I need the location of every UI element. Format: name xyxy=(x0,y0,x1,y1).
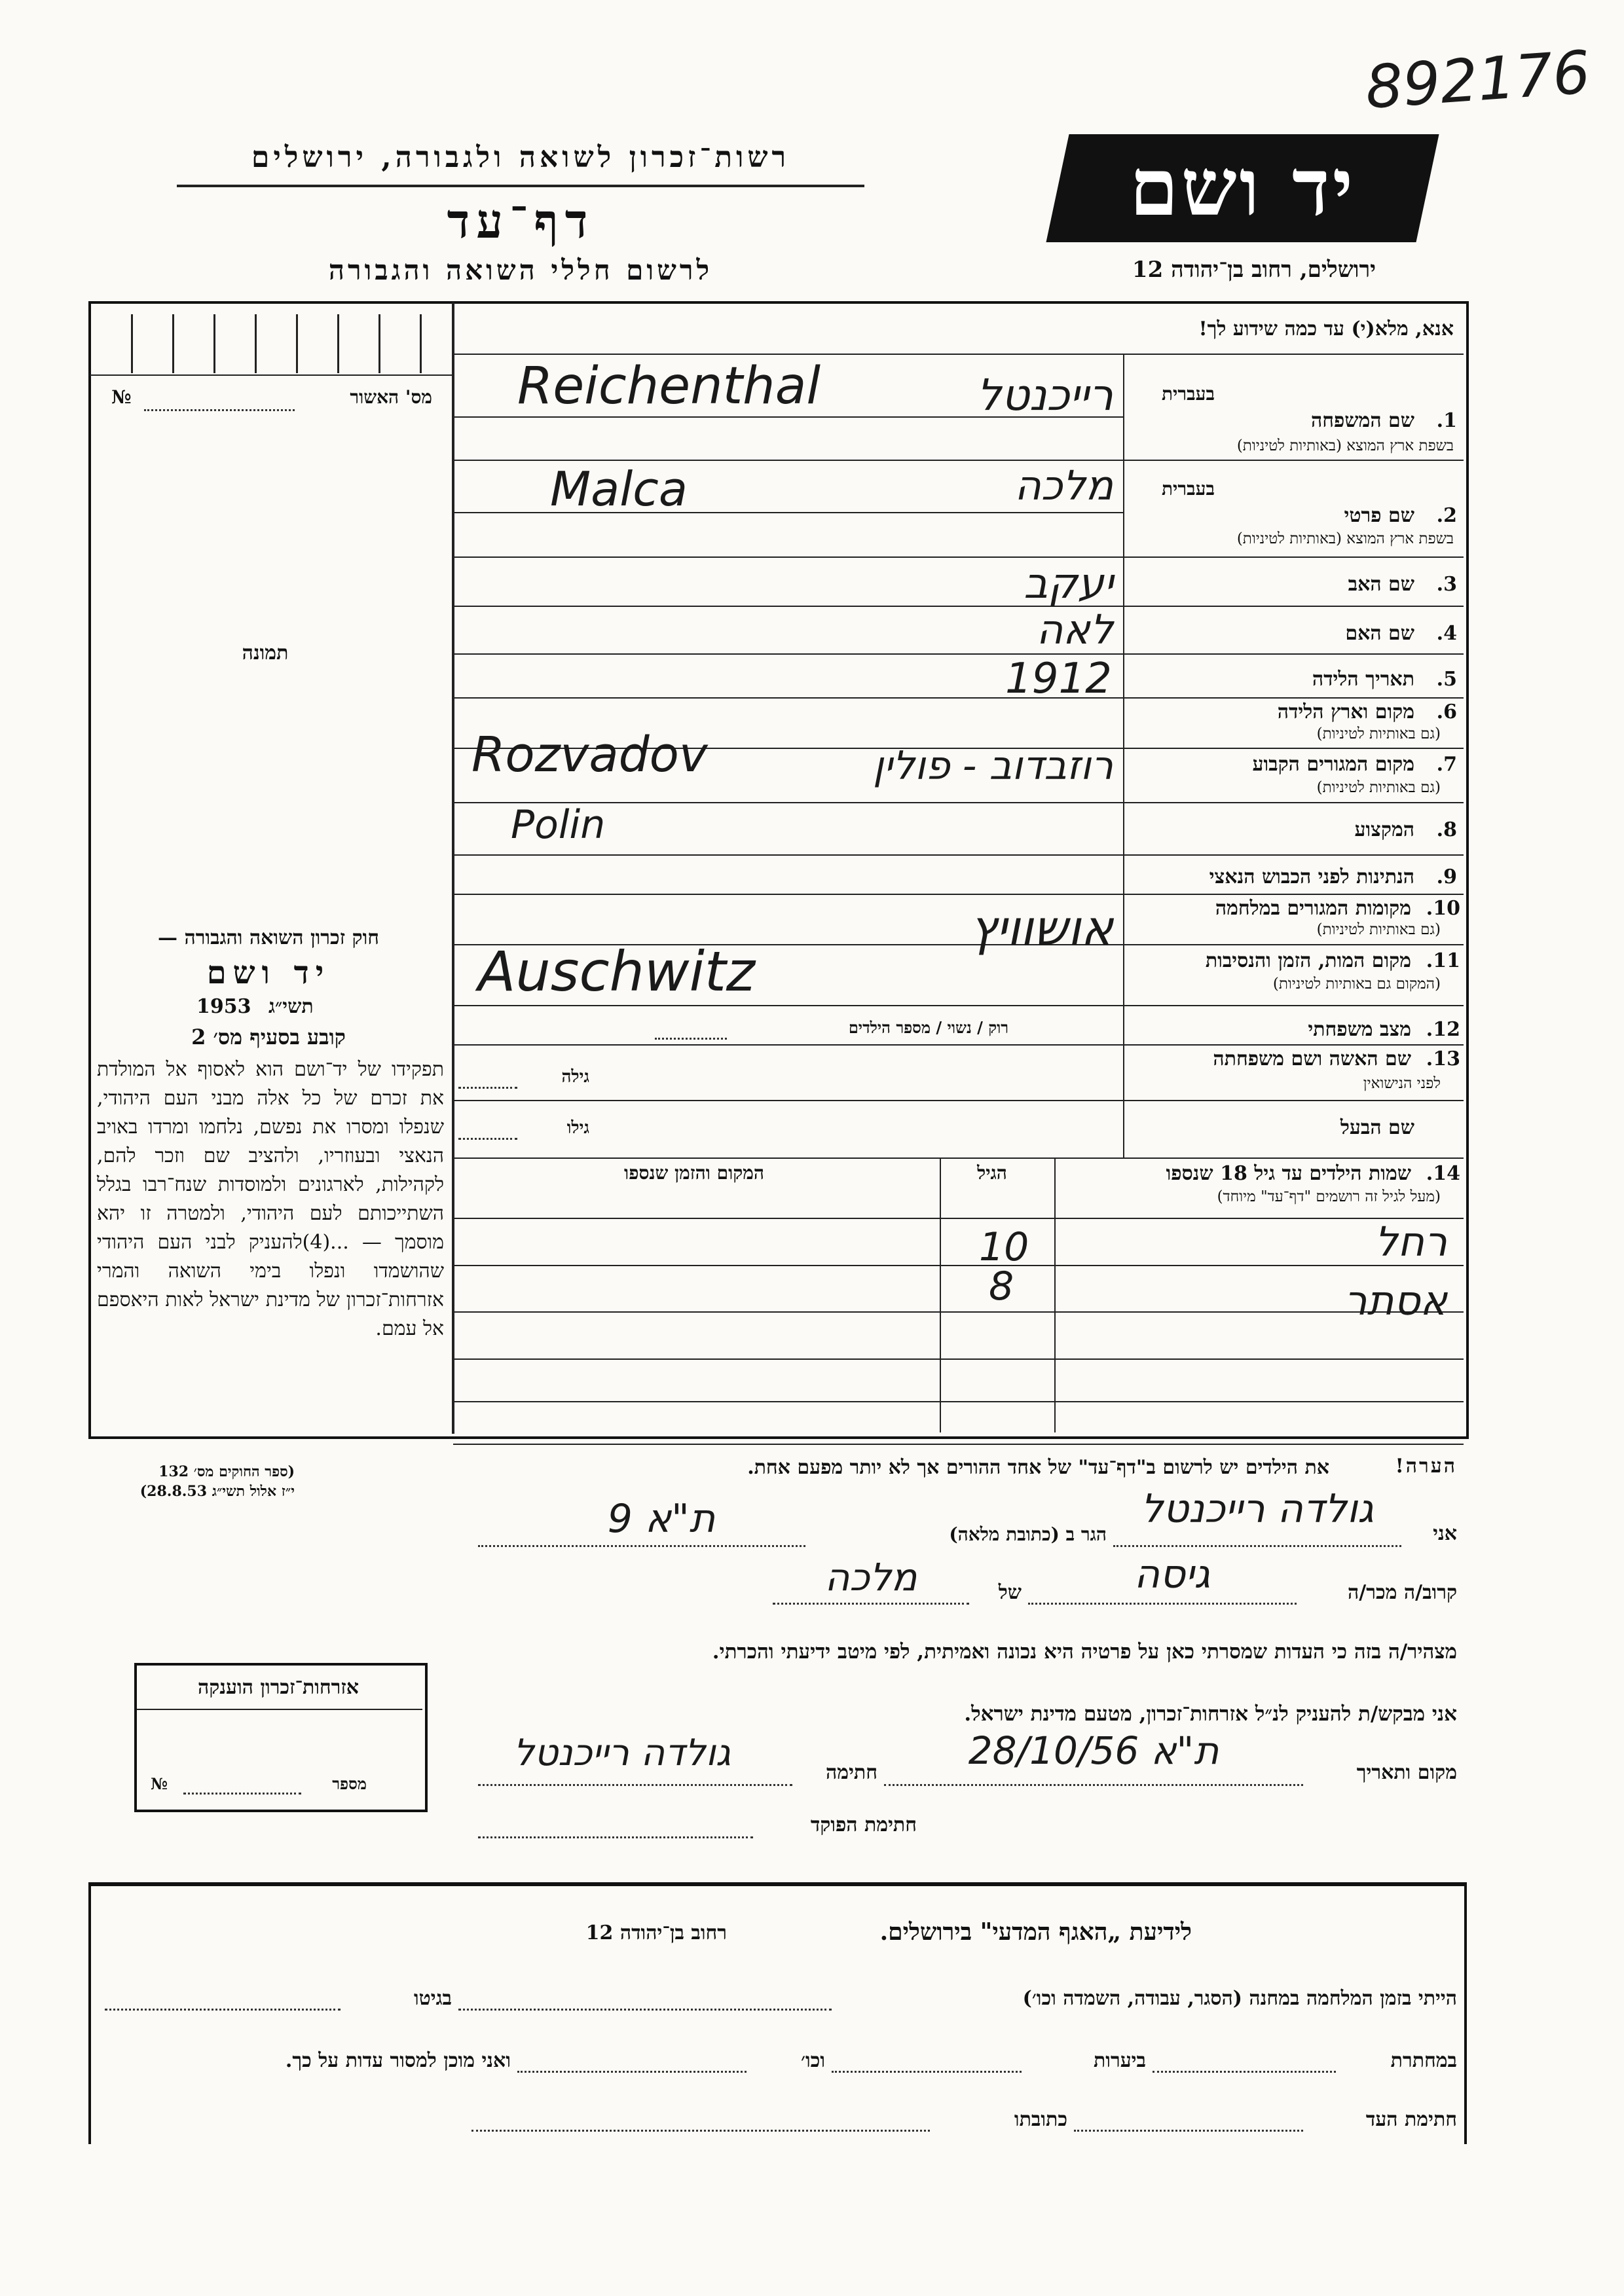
mother-name-value: לאה xyxy=(1036,606,1113,653)
footer-address-fill-line xyxy=(471,2130,930,2132)
field-13-number: 13. xyxy=(1426,1048,1460,1070)
marital-options: רוק / נשוי / מספר הילדים xyxy=(848,1018,1008,1037)
footer-ghetto-fill-line xyxy=(105,2009,341,2011)
of-label: של xyxy=(998,1581,1022,1604)
child-2-name: אסתר xyxy=(1344,1277,1447,1324)
law-year: 1953 xyxy=(196,995,251,1018)
form-title: דף־עד xyxy=(447,193,595,249)
field-8-label: המקצוע xyxy=(1354,818,1414,841)
footer-forests-fill-line xyxy=(832,2071,1022,2073)
field-12-number: 12. xyxy=(1426,1018,1460,1041)
cert-number-symbol: № xyxy=(111,386,132,408)
before-marriage-label: לפני הנישואין xyxy=(1363,1075,1441,1092)
official-signature-line xyxy=(478,1836,753,1838)
declarant-name-line xyxy=(1113,1545,1401,1547)
place-date-label: מקום ותאריך xyxy=(1356,1761,1457,1784)
field-6-latin-label: (גם באותיות לטיניות) xyxy=(1316,725,1441,742)
relation-of-line xyxy=(773,1603,969,1605)
field-12-bottom-line xyxy=(453,1044,1464,1046)
field-7-label: מקום המגורים הקבוע xyxy=(1252,753,1414,776)
law-section: קובע בסעיף מס׳ 2 xyxy=(191,1025,346,1049)
relation-of-value: מלכה xyxy=(824,1555,917,1599)
field-1-label: שם המשפחה xyxy=(1310,409,1414,432)
birth-place-hebrew-value: רוזבדוב - פולין xyxy=(873,743,1113,789)
signature-label: חתימה xyxy=(826,1761,877,1784)
relative-label: קרוב/ה מכר/ה xyxy=(1348,1581,1457,1604)
surname-latin-value: Reichenthal xyxy=(517,357,821,416)
children-name-column-divider xyxy=(1054,1157,1056,1432)
husband-age-label: גילו xyxy=(566,1118,589,1138)
field-5-bottom-line xyxy=(453,697,1464,699)
surname-hebrew-value: רייכנטל xyxy=(976,370,1113,420)
husband-age-line xyxy=(458,1138,517,1140)
official-signature-label: חתימת הפוקד xyxy=(810,1813,917,1836)
field-12-label: מצב משפחתי xyxy=(1308,1018,1411,1041)
tick-boxes-bottom xyxy=(90,374,452,376)
cert-number-line xyxy=(144,409,295,411)
footer-etc-fill-line xyxy=(517,2071,747,2073)
husband-bottom-line xyxy=(453,1157,1464,1159)
field-2-latin-label: בשפת ארץ המוצא (באותיות לטיניות) xyxy=(1236,530,1454,547)
husband-name-label: שם הבעל xyxy=(1340,1116,1414,1139)
field-2-label: שם פרטי xyxy=(1344,504,1414,527)
field-10-latin-label: (גם באותיות לטיניות) xyxy=(1316,921,1441,938)
law-year-hebrew: תשי״ג xyxy=(268,995,314,1018)
field-14-number: 14. xyxy=(1426,1162,1460,1185)
field-1-number: 1. xyxy=(1436,409,1457,432)
given-name-hebrew-value: מלכה xyxy=(1014,462,1113,509)
place-time-column-header: המקום והזמן שנספו xyxy=(624,1162,764,1184)
footer-witness-signature: חתימת העד xyxy=(1365,2108,1457,2131)
field-2-number: 2. xyxy=(1436,504,1457,527)
wife-age-label: גילה xyxy=(561,1067,589,1087)
field-4-label: שם האם xyxy=(1345,622,1414,645)
label-column-divider xyxy=(1123,354,1124,1159)
death-place-hebrew-value: אושוויץ xyxy=(970,900,1113,957)
note-top-line xyxy=(453,1444,1464,1445)
footer-left-border xyxy=(88,1882,91,2144)
field-13-label: שם האשה ושם משפחתה xyxy=(1213,1048,1411,1070)
child-2-age: 8 xyxy=(989,1264,1014,1309)
footer-underground: במחתרת xyxy=(1390,2049,1457,2072)
citizenship-number-line xyxy=(183,1793,301,1795)
children-title: שמות הילדים עד גיל 18 שנספו xyxy=(1166,1162,1411,1185)
child-1-age: 10 xyxy=(979,1224,1029,1270)
footer-camp-line: הייתי בזמן המלחמה במחנה (הסגר, עבודה, השמדה וכו׳) xyxy=(1022,1987,1457,2010)
yad-vashem-logo-text: יד ושם xyxy=(1129,141,1356,234)
law-name: יד ושם xyxy=(206,955,331,991)
declarant-name-value: גולדה רייכנטל xyxy=(1141,1486,1374,1532)
children-note: (מעל לגיל זה רושמים "דף־עד" מיוחד) xyxy=(1217,1188,1441,1205)
field-10-label: מקומות המגורים במלחמה xyxy=(1215,897,1411,920)
footer-title: לידיעת „האגף המדעי" בירושלים. xyxy=(879,1918,1192,1946)
field-7-latin-label: (גם באותיות לטיניות) xyxy=(1316,779,1441,796)
signature-line xyxy=(478,1784,792,1786)
field-9-number: 9. xyxy=(1436,866,1457,888)
field-3-number: 3. xyxy=(1436,573,1457,596)
field-5-number: 5. xyxy=(1436,668,1457,691)
field-10-number: 10. xyxy=(1426,897,1460,920)
form-subtitle: לרשום חללי השואה והגבורה xyxy=(328,254,713,286)
children-row-3-line xyxy=(453,1358,1464,1360)
field-1-latin-label: בשפת ארץ המוצא (באותיות לטיניות) xyxy=(1236,437,1454,454)
field-7-number: 7. xyxy=(1436,753,1457,776)
footer-camp-fill-line xyxy=(458,2009,832,2011)
left-column-divider xyxy=(452,302,454,1434)
father-name-value: יעקב xyxy=(1024,560,1113,608)
field-2-bottom-line xyxy=(453,556,1464,558)
declaration-text: מצהיר/ה בזה כי העדות שמסרתי כאן על פרטיה היא נכונה ואמיתית, לפי מיטב ידיעתי והכרתי. xyxy=(712,1640,1457,1664)
request-text: אני מבקש/ת להעניק לנ״ל אזרחות־זכרון, מטעם מדינת ישראל. xyxy=(964,1702,1457,1726)
field-11-number: 11. xyxy=(1426,949,1460,972)
note-text: את הילדים יש לרשום ב"דף־עד" של אחד ההורים אך לא יותר מפעם אחת. xyxy=(747,1456,1329,1479)
footer-address: רחוב בן־יהודה 12 xyxy=(585,1922,727,1944)
birth-date-value: 1912 xyxy=(1005,655,1112,703)
resides-at-label: הגר ב (כתובת מלאה) xyxy=(949,1523,1107,1545)
place-date-value: ת"א 28/10/56 xyxy=(968,1728,1219,1773)
signature-value: גולדה רייכנטל xyxy=(513,1732,731,1774)
instruction-divider xyxy=(453,354,1464,355)
field-6-number: 6. xyxy=(1436,701,1457,723)
footer-top-border xyxy=(88,1882,1467,1886)
field-9-label: הנתינות לפני הכבוש הנאצי xyxy=(1209,866,1414,888)
law-title: חוק זכרון השואה והגבורה — xyxy=(158,926,379,949)
footer-underground-fill-line xyxy=(1153,2071,1336,2073)
citizenship-box-number-label: מספר xyxy=(332,1774,367,1793)
children-count-line xyxy=(655,1038,727,1040)
field-9-bottom-line xyxy=(453,894,1464,895)
relation-value: גיסה xyxy=(1134,1552,1211,1597)
age-column-header: הגיל xyxy=(977,1162,1007,1184)
authority-underline xyxy=(177,185,864,187)
field-8-number: 8. xyxy=(1436,818,1457,841)
given-name-latin-value: Malca xyxy=(550,462,688,517)
field-1-hebrew-label: בעברית xyxy=(1161,383,1215,405)
children-age-column-divider xyxy=(940,1157,941,1432)
field-11-label: מקום המות, הזמן והנסיבות xyxy=(1205,949,1411,972)
field-6-label: מקום וארץ הלידה xyxy=(1277,701,1414,723)
field-4-number: 4. xyxy=(1436,622,1457,645)
cert-number-label: מס' האשור xyxy=(350,386,432,408)
footer-forests: ביערות xyxy=(1093,2049,1146,2072)
footer-ghetto: בגיטו xyxy=(413,1987,452,2010)
footer-etc: וכו׳ xyxy=(801,2049,825,2072)
footer-right-border xyxy=(1464,1882,1467,2144)
photo-label: תמונה xyxy=(242,642,289,665)
field-11-bottom-line xyxy=(453,1005,1464,1006)
citizenship-box-symbol: № xyxy=(151,1774,168,1793)
authority-name: רשות־זכרון לשואה ולגבורה, ירושלים xyxy=(251,141,790,174)
wife-age-line xyxy=(458,1087,517,1089)
note-label: הערה! xyxy=(1395,1455,1457,1478)
law-reference-1: (ספר החוקים מס׳ 132 xyxy=(158,1463,295,1480)
footer-witness-signature-line xyxy=(1074,2130,1303,2132)
children-row-4-line xyxy=(453,1401,1464,1402)
death-place-latin-value: Auschwitz xyxy=(478,939,755,1004)
field-11-latin-label: (המקום גם באותיות לטיניות) xyxy=(1272,975,1441,993)
archive-number: 892176 xyxy=(1363,38,1593,122)
law-text: תפקידו של יד־ושם הוא לאסוף אל המולדת את זכרם של כל אלה מבני העם היהודי, שנפלו ומסרו את נפשם, נלחמו ומרדו באויב הנאצי ובעוזריו, ולהציב שם וזכר להם, לקהילות, לארגונים ולמוסדות שנח־רבו בגלל השתייכותם לעם היהודי, ולמטרה זו יהא מוסמך — ...(4)להעניק לבני העם היהודי שהושמדו ונפלו בימי השואה והמרי אזרחות־זכרון של מדינת ישראל לאות היאספם אל עמם. xyxy=(97,1058,445,1340)
declarant-i-label: אני xyxy=(1433,1522,1457,1545)
child-1-name: רחל xyxy=(1375,1218,1447,1266)
field-8-bottom-line xyxy=(453,854,1464,856)
field-1-bottom-line xyxy=(453,460,1464,461)
relation-line xyxy=(1028,1603,1297,1605)
address: ירושלים, רחוב בן־יהודה 12 xyxy=(1132,257,1376,283)
footer-ready: ואני מוכן למסור עדות על כך. xyxy=(285,2049,511,2072)
law-reference-2: י״ז אלול תשי״ג 28.8.53) xyxy=(139,1483,295,1500)
citizenship-box-title: אזרחות־זכרון הוענקה xyxy=(197,1676,360,1699)
form-instruction: אנא, מלא(י) עד כמה שידוע לך! xyxy=(1198,318,1454,340)
citizenship-box-divider xyxy=(137,1709,422,1710)
birth-place-latin-value: Rozvadov xyxy=(471,727,708,783)
field-3-label: שם האב xyxy=(1348,573,1414,596)
address-line xyxy=(478,1545,805,1547)
address-value: ת"א 9 xyxy=(607,1496,716,1542)
footer-address-label: כתובתו xyxy=(1014,2108,1067,2131)
field-13-bottom-line xyxy=(453,1100,1464,1101)
place-date-line xyxy=(884,1784,1303,1786)
field-5-label: תאריך הלידה xyxy=(1312,668,1414,691)
birth-country-latin-value: Polin xyxy=(511,802,606,848)
tick-boxes xyxy=(92,314,452,373)
field-2-hebrew-label: בעברית xyxy=(1161,478,1215,500)
field-4-bottom-line xyxy=(453,653,1464,655)
